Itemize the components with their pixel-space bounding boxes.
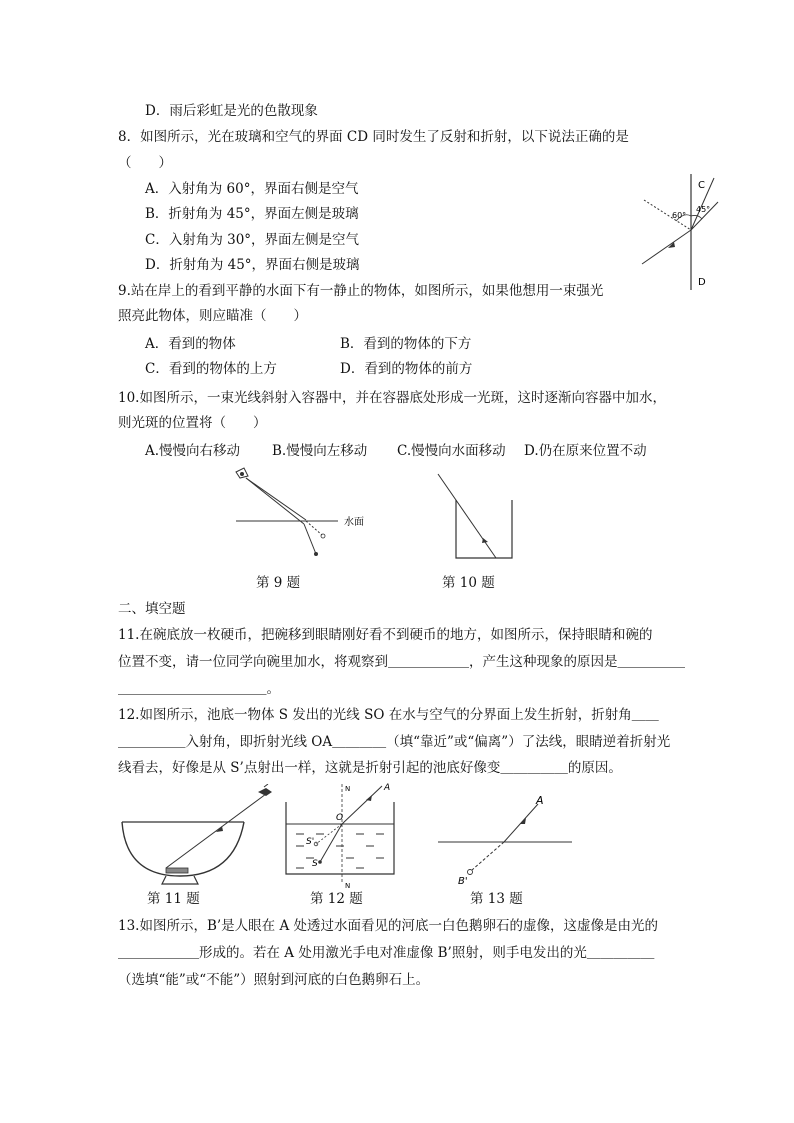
q12-line2: ＿＿＿＿＿入射角，即折射光线 OA＿＿＿＿（填“靠近”或“偏离”）了法线，眼睛逆着折射光 [118,734,671,750]
q13-line3: （选填“能”或“不能”）照射到河底的白色鹅卵石上。 [118,972,430,988]
section2-title: 二、填空题 [118,601,186,617]
q8-label-c: C [698,180,705,191]
q10-figure [432,470,518,562]
q8-label-d: D [698,277,706,288]
q11-arrow-icon [216,826,223,832]
q9-label-water: 水面 [344,517,364,528]
q11-bowl-base [162,876,198,884]
q9-object [314,552,318,556]
q13-label-b: B' [458,876,468,887]
q9-stem-line1: 9.站在岸上的看到平静的水面下有一静止的物体，如图所示，如果他想用一束强光 [118,283,604,299]
q11-eyelash [264,784,268,787]
q9-option-b: B．看到的物体的下方 [340,336,472,352]
q12-label-a: A [384,783,391,793]
q11-coin [166,868,188,873]
q13-point-b [468,870,473,875]
q9-refracted-ray [304,524,316,554]
q13-line2: ＿＿＿＿＿＿形成的。若在 A 处用激光手电对准虚像 B’照射，则手电发出的光＿＿＿＿＿ [118,945,655,961]
q12-label-o: O [336,813,344,823]
q10-option-b: B.慢慢向左移动 [272,443,368,459]
q9-virtual-ray [306,521,322,535]
q10-stem-line2: 则光斑的位置将（ ） [118,415,267,431]
q8-option-c: C．入射角为 30°，界面左侧是空气 [145,232,360,248]
q7-option-d: D．雨后彩虹是光的色散现象 [145,103,318,119]
q9-ray-lower [246,478,304,524]
q8-paren: （ ） [118,155,172,171]
q11-caption: 第 11 题 [147,891,200,907]
q8-angle-60: 60° [672,211,687,220]
q10-option-d: D.仍在原来位置不动 [524,443,647,459]
q13-figure [434,792,578,888]
q11-sight-line [166,794,266,868]
q10-arrow-icon [482,538,488,543]
q11-line3: ＿＿＿＿＿＿＿＿＿＿＿。 [118,681,280,697]
q12-label-s: S [312,859,318,869]
q11-line1: 11.在碗底放一枚硬币，把碗移到眼睛刚好看不到硬币的地方，如图所示，保持眼睛和碗的 [118,627,653,643]
q13-virtual-ray [472,842,504,870]
q12-line1: 12.如图所示，池底一物体 S 发出的光线 SO 在水与空气的分界面上发生折射，折射角＿＿ [118,707,659,723]
q12-arrow-icon [366,795,372,801]
q12-line3: 线看去，好像是从 S’点射出一样，这就是折射引起的池底好像变＿＿＿＿＿的原因。 [118,760,622,776]
q8-option-d: D．折射角为 45°，界面右侧是玻璃 [145,257,360,273]
q8-option-a: A．入射角为 60°，界面右侧是空气 [145,181,359,197]
q8-angle-45: 45° [696,205,711,214]
q9-caption: 第 9 题 [256,575,301,591]
q9-image [321,534,325,538]
q8-figure [636,172,720,294]
q9-figure [228,466,378,562]
q12-caption: 第 12 题 [310,891,363,907]
q9-pupil [240,472,244,476]
q10-caption: 第 10 题 [442,575,495,591]
q12-figure [282,782,402,892]
q9-ray-upper [246,478,306,520]
q10-stem-line1: 10.如图所示，一束光线斜射入容器中，并在容器底处形成一光斑，这时逐渐向容器中加水， [118,390,666,406]
q12-ray-so [320,824,342,862]
q13-caption: 第 13 题 [470,891,523,907]
q12-label-n-top: N [345,785,351,793]
q9-option-c: C．看到的物体的上方 [145,361,277,377]
q13-label-a: A [536,794,544,807]
q11-figure [116,784,282,888]
q9-stem-line2: 照亮此物体，则应瞄准（ ） [118,308,307,324]
q10-container [456,500,512,558]
q10-option-c: C.慢慢向水面移动 [397,443,506,459]
q11-eye-icon [258,788,272,796]
q9-option-d: D．看到的物体的前方 [340,361,473,377]
q12-point-s [318,860,322,864]
q10-light-ray [438,474,496,558]
q13-line1: 13.如图所示，B’是人眼在 A 处透过水面看见的河底一白色鹅卵石的虚像，这虚像是由光的 [118,918,659,934]
q12-label-n-bottom: N [345,882,351,890]
q12-label-s-prime: S' [306,837,315,847]
q8-incident-ray [642,230,691,264]
q9-option-a: A．看到的物体 [145,336,236,352]
q8-option-b: B．折射角为 45°，界面左侧是玻璃 [145,206,359,222]
q13-arrow-icon [520,818,526,824]
q8-stem: 8．如图所示，光在玻璃和空气的界面 CD 同时发生了反射和折射，以下说法正确的是 [118,129,629,145]
q10-option-a: A.慢慢向右移动 [145,443,241,459]
q11-line2: 位置不变，请一位同学向碗里加水，将观察到＿＿＿＿＿＿，产生这种现象的原因是＿＿＿＿＿ [118,654,685,670]
